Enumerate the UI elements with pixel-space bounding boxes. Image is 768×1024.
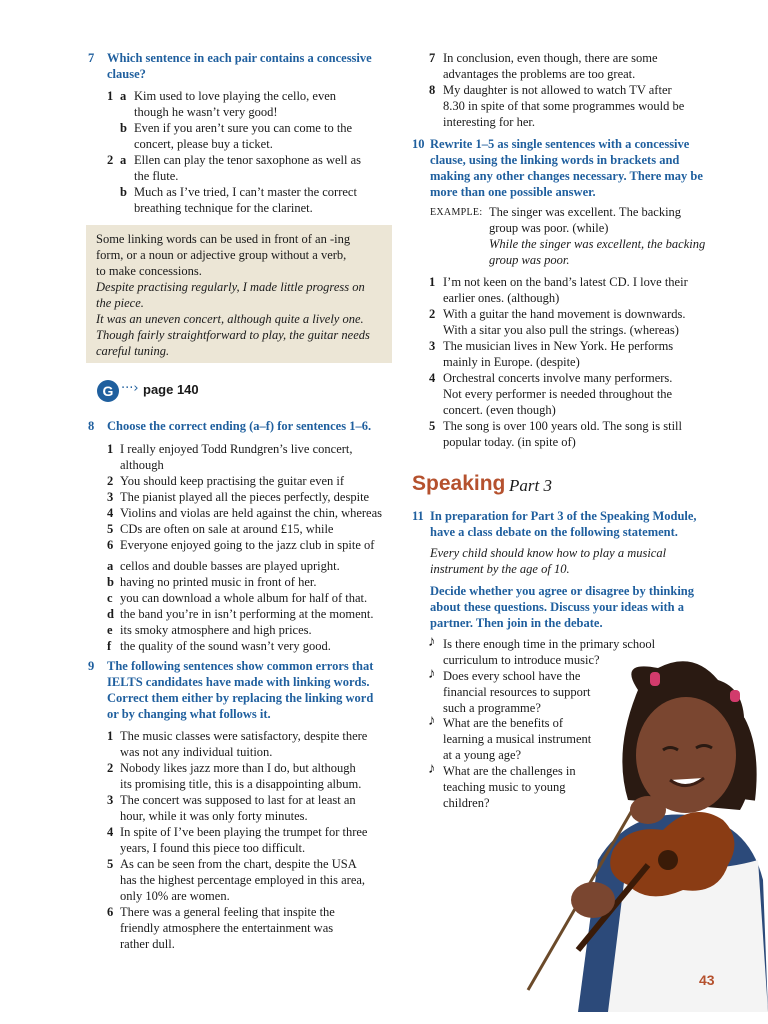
- ending-text: having no printed music in front of her.: [120, 575, 317, 589]
- item-number: 4: [107, 825, 114, 839]
- item-text: earlier ones. (although): [443, 291, 560, 305]
- instruction: Choose the correct ending (a–f) for sentences 1–6.: [107, 419, 372, 433]
- ending-text: its smoky atmosphere and high prices.: [120, 623, 312, 637]
- question-text: learning a musical instrument: [443, 732, 592, 746]
- item-number: 2: [107, 761, 114, 775]
- example-answer: While the singer was excellent, the backing: [489, 237, 706, 251]
- item-text: hour, while it was only forty minutes.: [120, 809, 308, 823]
- item-text: concert, please buy a ticket.: [134, 137, 273, 151]
- instruction: making any other changes necessary. There may be: [430, 169, 703, 183]
- instruction: Correct them either by replacing the linking word: [107, 691, 374, 705]
- tip-example: Though fairly straightforward to play, the guitar needs: [96, 328, 370, 342]
- item-text: With a guitar the hand movement is downwards.: [443, 307, 686, 321]
- item-text: CDs are often on sale at around £15, while: [120, 522, 334, 536]
- item-text: its promising title, this is a disappointing album.: [120, 777, 362, 791]
- item-letter: b: [120, 185, 127, 199]
- item-text: has the highest percentage employed in this area,: [120, 873, 366, 887]
- question-text: financial resources to support: [443, 685, 591, 699]
- item-text: Orchestral concerts involve many performers.: [443, 371, 673, 385]
- item-number: 6: [107, 905, 114, 919]
- item-number: 7: [429, 51, 436, 65]
- arrow-icon: ···›: [121, 381, 139, 396]
- item-number: 4: [429, 371, 436, 385]
- ending-letter: e: [107, 623, 113, 637]
- item-number: 1: [107, 89, 114, 103]
- question-text: What are the benefits of: [443, 716, 564, 730]
- ending-text: the band you’re in isn’t performing at the moment.: [120, 607, 374, 621]
- item-text: Everyone enjoyed going to the jazz club in spite of: [120, 538, 375, 552]
- item-number: 3: [107, 490, 114, 504]
- item-text: interesting for her.: [443, 115, 535, 129]
- item-number: 3: [429, 339, 436, 353]
- item-text: In spite of I’ve been playing the trumpet for three: [120, 825, 368, 839]
- example-label: EXAMPLE:: [430, 207, 483, 218]
- question-text: at a young age?: [443, 748, 522, 762]
- item-text: In conclusion, even though, there are some: [443, 51, 658, 65]
- item-text: popular today. (in spite of): [443, 435, 576, 449]
- exercise-number: 9: [88, 659, 95, 673]
- instruction: about these questions. Discuss your ideas with a: [430, 600, 684, 614]
- item-text: although: [120, 458, 164, 472]
- debate-statement: instrument by the age of 10.: [430, 562, 570, 576]
- item-number: 4: [107, 506, 114, 520]
- item-text: friendly atmosphere the entertainment was: [120, 921, 334, 935]
- instruction: Which sentence in each pair contains a concessive: [107, 51, 372, 65]
- item-number: 5: [429, 419, 436, 433]
- item-text: With a sitar you also pull the strings. (whereas): [443, 323, 679, 337]
- tip-text: form, or a noun or adjective group without a verb,: [96, 248, 347, 262]
- instruction: Rewrite 1–5 as single sentences with a concessive: [430, 137, 690, 151]
- tip-example: It was an uneven concert, although quite a lively one.: [96, 312, 364, 326]
- item-text: was not any individual tuition.: [120, 745, 273, 759]
- tip-text: to make concessions.: [96, 264, 202, 278]
- item-text: Not every performer is needed throughout the: [443, 387, 673, 401]
- item-text: though he wasn’t very good!: [134, 105, 278, 119]
- item-text: Even if you aren’t sure you can come to the: [134, 121, 353, 135]
- ending-text: you can download a whole album for half of that.: [120, 591, 368, 605]
- instruction: In preparation for Part 3 of the Speaking Module,: [430, 509, 697, 523]
- example-answer: group was poor.: [489, 253, 570, 267]
- item-text: breathing technique for the clarinet.: [134, 201, 313, 215]
- question-text: What are the challenges in: [443, 764, 576, 778]
- grammar-page-ref: page 140: [143, 382, 199, 397]
- example-text: The singer was excellent. The backing: [489, 205, 682, 219]
- question-text: Is there enough time in the primary school: [443, 637, 656, 651]
- exercise-number: 8: [88, 419, 95, 433]
- item-number: 3: [107, 793, 114, 807]
- item-text: mainly in Europe. (despite): [443, 355, 580, 369]
- item-text: 8.30 in spite of that some programmes would be: [443, 99, 685, 113]
- item-text: The musician lives in New York. He performs: [443, 339, 674, 353]
- ending-text: the quality of the sound wasn’t very good.: [120, 639, 331, 653]
- item-number: 5: [107, 522, 114, 536]
- item-number: 1: [107, 729, 114, 743]
- instruction: more than one possible answer.: [430, 185, 596, 199]
- item-number: 8: [429, 83, 436, 97]
- instruction: clause?: [107, 67, 146, 81]
- ending-letter: b: [107, 575, 114, 589]
- page-number: 43: [699, 972, 715, 988]
- question-text: curriculum to introduce music?: [443, 653, 600, 667]
- tip-example: careful tuning.: [96, 344, 170, 358]
- tip-example: the piece.: [96, 296, 144, 310]
- item-text: the flute.: [134, 169, 179, 183]
- item-text: As can be seen from the chart, despite the USA: [120, 857, 357, 871]
- item-number: 5: [107, 857, 114, 871]
- item-text: Ellen can play the tenor saxophone as well as: [134, 153, 362, 167]
- item-text: concert. (even though): [443, 403, 556, 417]
- music-note-icon: ♪: [428, 761, 436, 777]
- item-number: 1: [107, 442, 114, 456]
- question-text: children?: [443, 796, 490, 810]
- item-text: Violins and violas are held against the chin, whereas: [120, 506, 383, 520]
- item-number: 2: [429, 307, 436, 321]
- instruction: have a class debate on the following statement.: [430, 525, 678, 539]
- item-text: rather dull.: [120, 937, 175, 951]
- item-text: Much as I’ve tried, I can’t master the correct: [134, 185, 357, 199]
- item-text: advantages the problems are too great.: [443, 67, 636, 81]
- question-text: such a programme?: [443, 701, 541, 715]
- music-note-icon: ♪: [428, 634, 436, 650]
- instruction: partner. Then join in the debate.: [430, 616, 603, 630]
- tip-text: Some linking words can be used in front of an -ing: [96, 232, 351, 246]
- item-text: The concert was supposed to last for at least an: [120, 793, 356, 807]
- item-text: My daughter is not allowed to watch TV after: [443, 83, 672, 97]
- item-number: 2: [107, 474, 114, 488]
- item-letter: b: [120, 121, 127, 135]
- item-text: I’m not keen on the band’s latest CD. I love their: [443, 275, 688, 289]
- item-text: The pianist played all the pieces perfectly, despite: [120, 490, 370, 504]
- ending-letter: c: [107, 591, 113, 605]
- tip-example: Despite practising regularly, I made little progress on: [96, 280, 365, 294]
- item-letter: a: [120, 153, 127, 167]
- exercise-number: 10: [412, 137, 425, 151]
- exercise-number: 7: [88, 51, 95, 65]
- item-text: There was a general feeling that inspite the: [120, 905, 335, 919]
- ending-letter: d: [107, 607, 114, 621]
- item-text: only 10% are women.: [120, 889, 230, 903]
- music-note-icon: ♪: [428, 666, 436, 682]
- debate-statement: Every child should know how to play a musical: [430, 546, 667, 560]
- item-text: The music classes were satisfactory, despite there: [120, 729, 368, 743]
- instruction: clause, using the linking words in brackets and: [430, 153, 680, 167]
- item-text: years, I found this piece too difficult.: [120, 841, 306, 855]
- instruction: Decide whether you agree or disagree by thinking: [430, 584, 695, 598]
- item-text: I really enjoyed Todd Rundgren’s live concert,: [120, 442, 353, 456]
- example-text: group was poor. (while): [489, 221, 609, 235]
- grammar-badge-icon: G: [97, 380, 119, 402]
- section-heading: Speaking: [412, 472, 506, 495]
- question-text: Does every school have the: [443, 669, 581, 683]
- item-number: 2: [107, 153, 114, 167]
- tip-box: [86, 225, 392, 363]
- girl-playing-violin-photo: [518, 650, 768, 1012]
- ending-text: cellos and double basses are played upright.: [120, 559, 340, 573]
- ending-letter: a: [107, 559, 114, 573]
- item-text: Kim used to love playing the cello, even: [134, 89, 337, 103]
- question-text: teaching music to young: [443, 780, 566, 794]
- item-number: 6: [107, 538, 114, 552]
- item-text: You should keep practising the guitar even if: [120, 474, 345, 488]
- exercise-number: 11: [412, 509, 424, 523]
- instruction: The following sentences show common errors that: [107, 659, 374, 673]
- instruction: IELTS candidates have made with linking words.: [107, 675, 370, 689]
- item-number: 1: [429, 275, 436, 289]
- item-text: Nobody likes jazz more than I do, but although: [120, 761, 356, 775]
- section-part: Part 3: [509, 476, 552, 495]
- item-letter: a: [120, 89, 127, 103]
- ending-letter: f: [107, 639, 112, 653]
- item-text: The song is over 100 years old. The song is still: [443, 419, 682, 433]
- music-note-icon: ♪: [428, 713, 436, 729]
- instruction: or by changing what follows it.: [107, 707, 271, 721]
